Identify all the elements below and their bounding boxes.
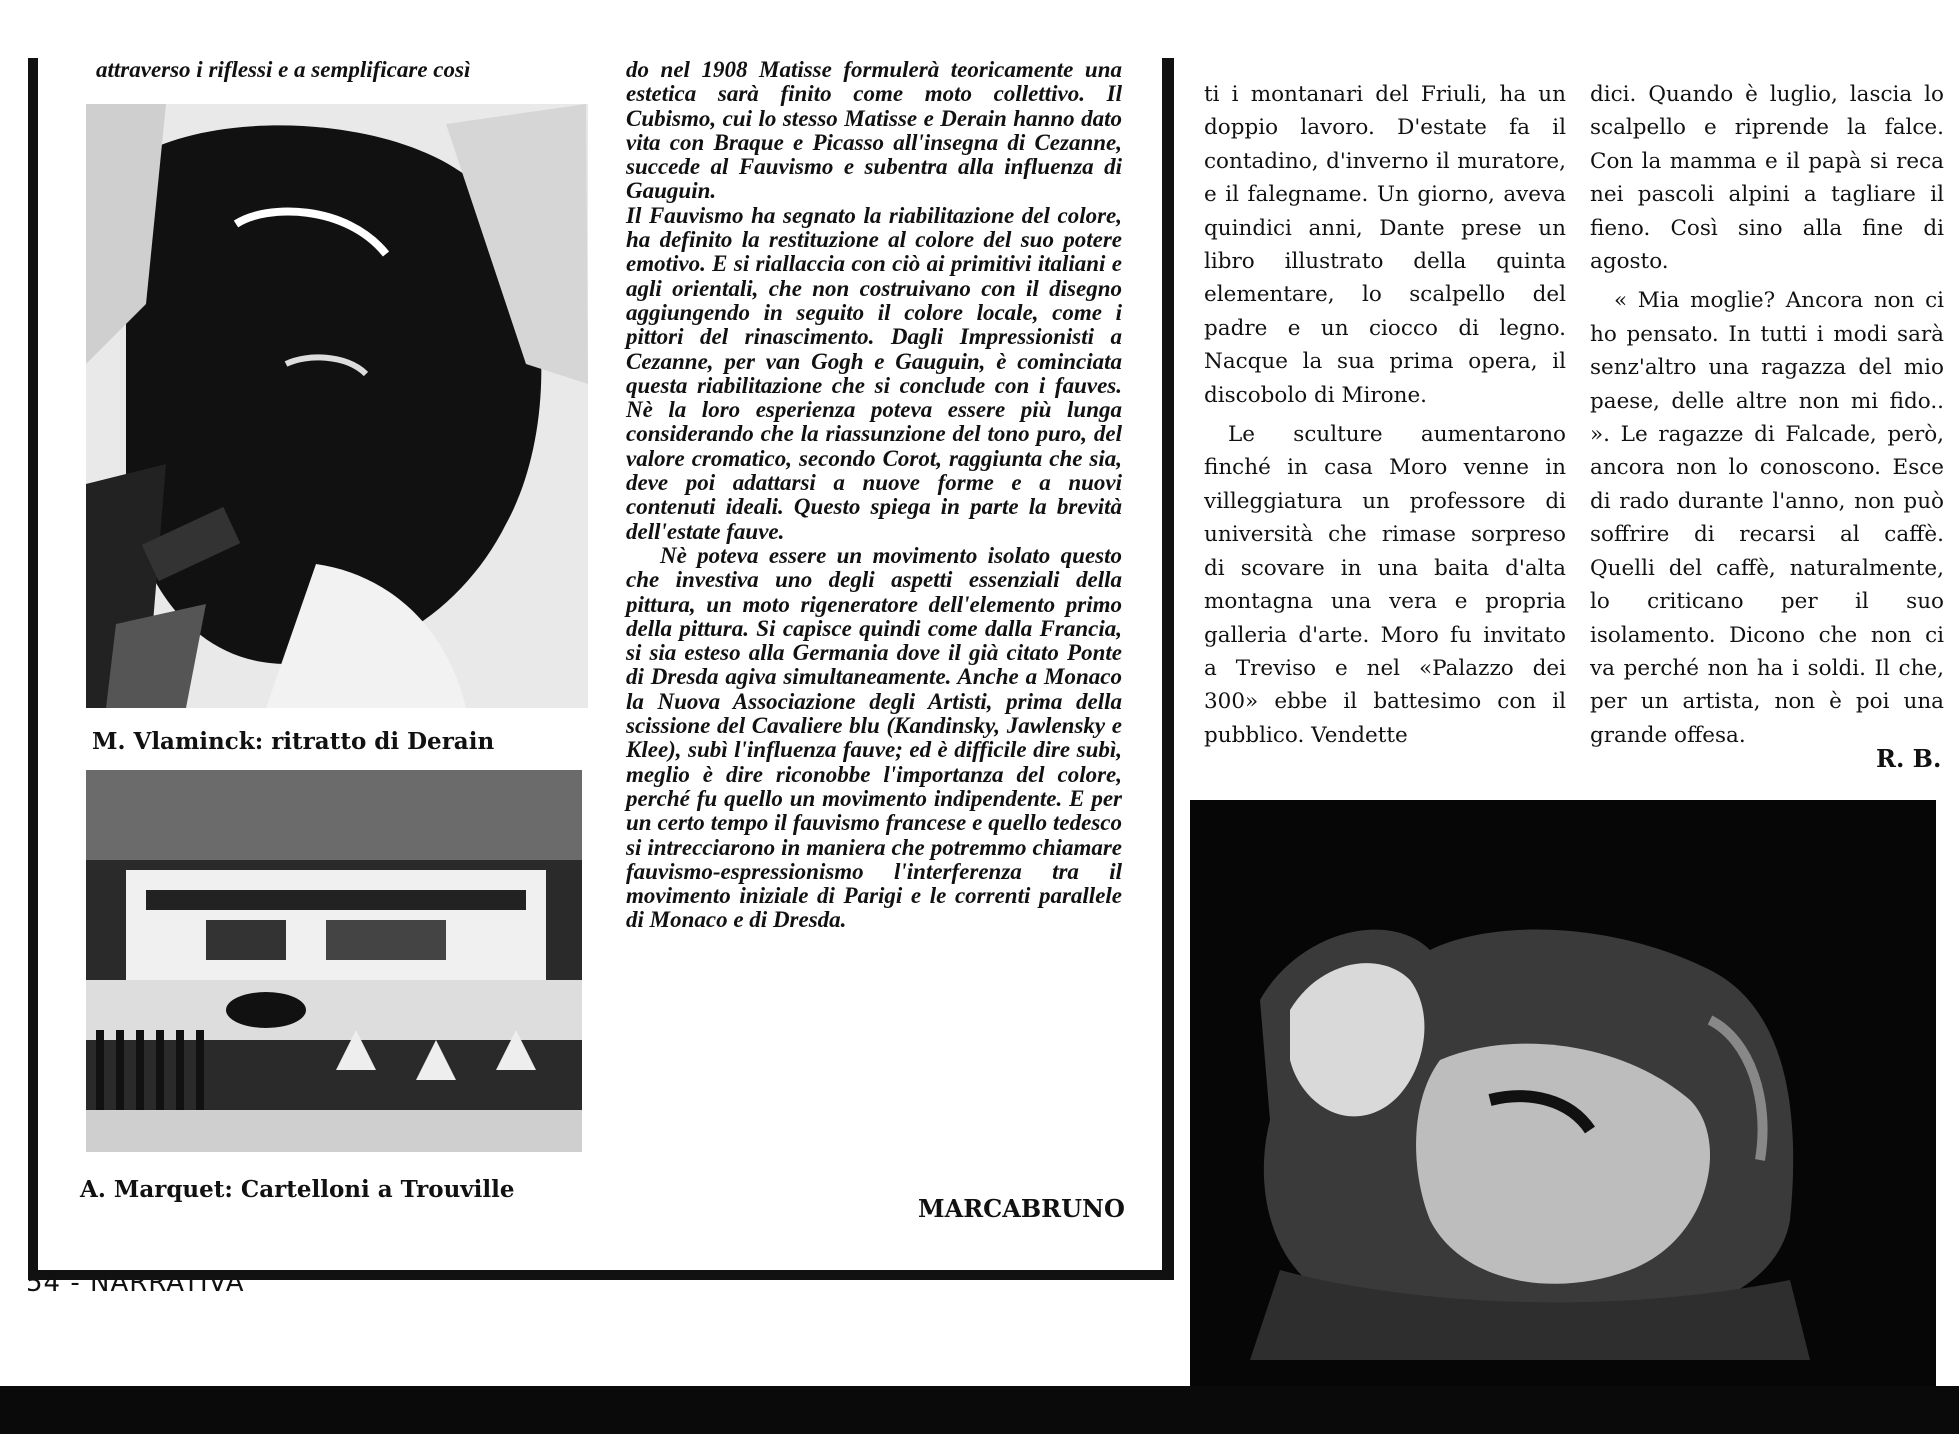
right2-paragraph-1: dici. Quando è luglio, lascia lo scalpello e riprende la falce. Con la mamma e il papà si reca nei pascoli alpini a tagliare il fieno. Così sino alla fine di agosto. <box>1590 82 1944 275</box>
caption-marquet: A. Marquet: Cartelloni a Trouville <box>80 1176 515 1203</box>
page-footer: 54 - NARRATIVA <box>26 1268 245 1298</box>
middle-article-text <box>626 58 1122 933</box>
signature-marcabruno: MARCABRUNO <box>918 1194 1125 1223</box>
right2-paragraph-2: « Mia moglie? Ancora non ci ho pensato. In tutti i modi sarà senz'altro una ragazza del mio paese, delle altre non mi fido.. ». Le ragazze di Falcade, però, ancora non lo conoscono. Esce di rado durante l'anno, non può soffrire di recarsi al caffè. Quelli del caffè, naturalmente, lo criticano per il suo isolamento. Dicono che non ci va perché non ha i soldi. Il che, per un artista, non è poi una grande offesa. <box>1590 288 1944 748</box>
middle-paragraph-1: do nel 1908 Matisse formulerà teoricamente una estetica sarà finito come moto collettivo. Il Cubismo, cui lo stesso Matisse e Derain hanno dato vita con Braque e Picasso all'insegna di Cezanne, succede al Fauvismo e subentra alla influenza di Gauguin. <box>626 57 1122 204</box>
signature-rb: R. B. <box>1876 744 1942 773</box>
sculpture-photo <box>1190 800 1936 1396</box>
scan-bottom-edge <box>0 1386 1959 1434</box>
right1-paragraph-2: Le sculture aumentarono finché in casa Moro venne in villeggiatura un professore di università che rimase sorpreso di scovare in una baita d'alta montagna una vera e propria galleria d'arte. Moro fu invitato a Treviso e nel «Palazzo dei 300» ebbe il battesimo con il pubblico. Vendette <box>1204 422 1566 748</box>
marquet-posters-image <box>86 770 582 1152</box>
middle-paragraph-2: Il Fauvismo ha segnato la riabilitazione del colore, ha definito la restituzione al colore del suo potere emotivo. E si riallaccia con ciò ai primitivi italiani e agli orientali, che non costruivano con il disegno aggiungendo in seguito il colore locale, come i pittori del rinascimento. Dagli Impressionisti a Cezanne, per van Gogh e Gauguin, è cominciata questa riabilitazione che si conclude con i fauves. Nè la loro esperienza poteva essere più lunga considerando che la riassunzione del tono puro, del valore cromatico, secondo Corot, raggiunta che sia, deve poi adattarsi a nuove forme e a nuovi contenuti ideali. Questo spiega in parte la brevità dell'estate fauve. <box>626 202 1122 544</box>
right-column-1 <box>1204 78 1566 752</box>
right1-paragraph-1: ti i montanari del Friuli, ha un doppio lavoro. D'estate fa il contadino, d'inverno il muratore, e il falegname. Un giorno, aveva quindici anni, Dante prese un libro illustrato della quinta elementare, lo scalpello del padre e un ciocco di legno. Nacque la sua prima opera, il discobolo di Mirone. <box>1204 82 1566 408</box>
left-top-line: attraverso i riflessi e a semplificare così <box>96 57 471 82</box>
caption-vlaminck: M. Vlaminck: ritratto di Derain <box>92 728 495 755</box>
vlaminck-portrait-image <box>86 104 588 708</box>
middle-paragraph-3: Nè poteva essere un movimento isolato questo che investiva uno degli aspetti essenziali della pittura, un moto rigeneratore dell'elemento primo della pittura. Si capisce quindi come dalla Francia, si sia esteso alla Germania dove il già citato Ponte di Dresda agiva simultaneamente. Anche a Monaco la Nuova Associazione degli Artisti, prima della scissione del Cavaliere blu (Kandinsky, Jawlensky e Klee), subì l'influenza fauve; ed è difficile dire subì, meglio è dire riconobbe l'importanza del colore, perché fu quello un movimento indipendente. E per un certo tempo il fauvismo francese e quello tedesco si intrecciarono in maniera che potremmo chiamare fauvismo-espressionismo l'interferenza tra il movimento iniziale di Parigi e le correnti parallele di Monaco e di Dresda. <box>626 542 1122 933</box>
right-column-2 <box>1590 78 1944 752</box>
